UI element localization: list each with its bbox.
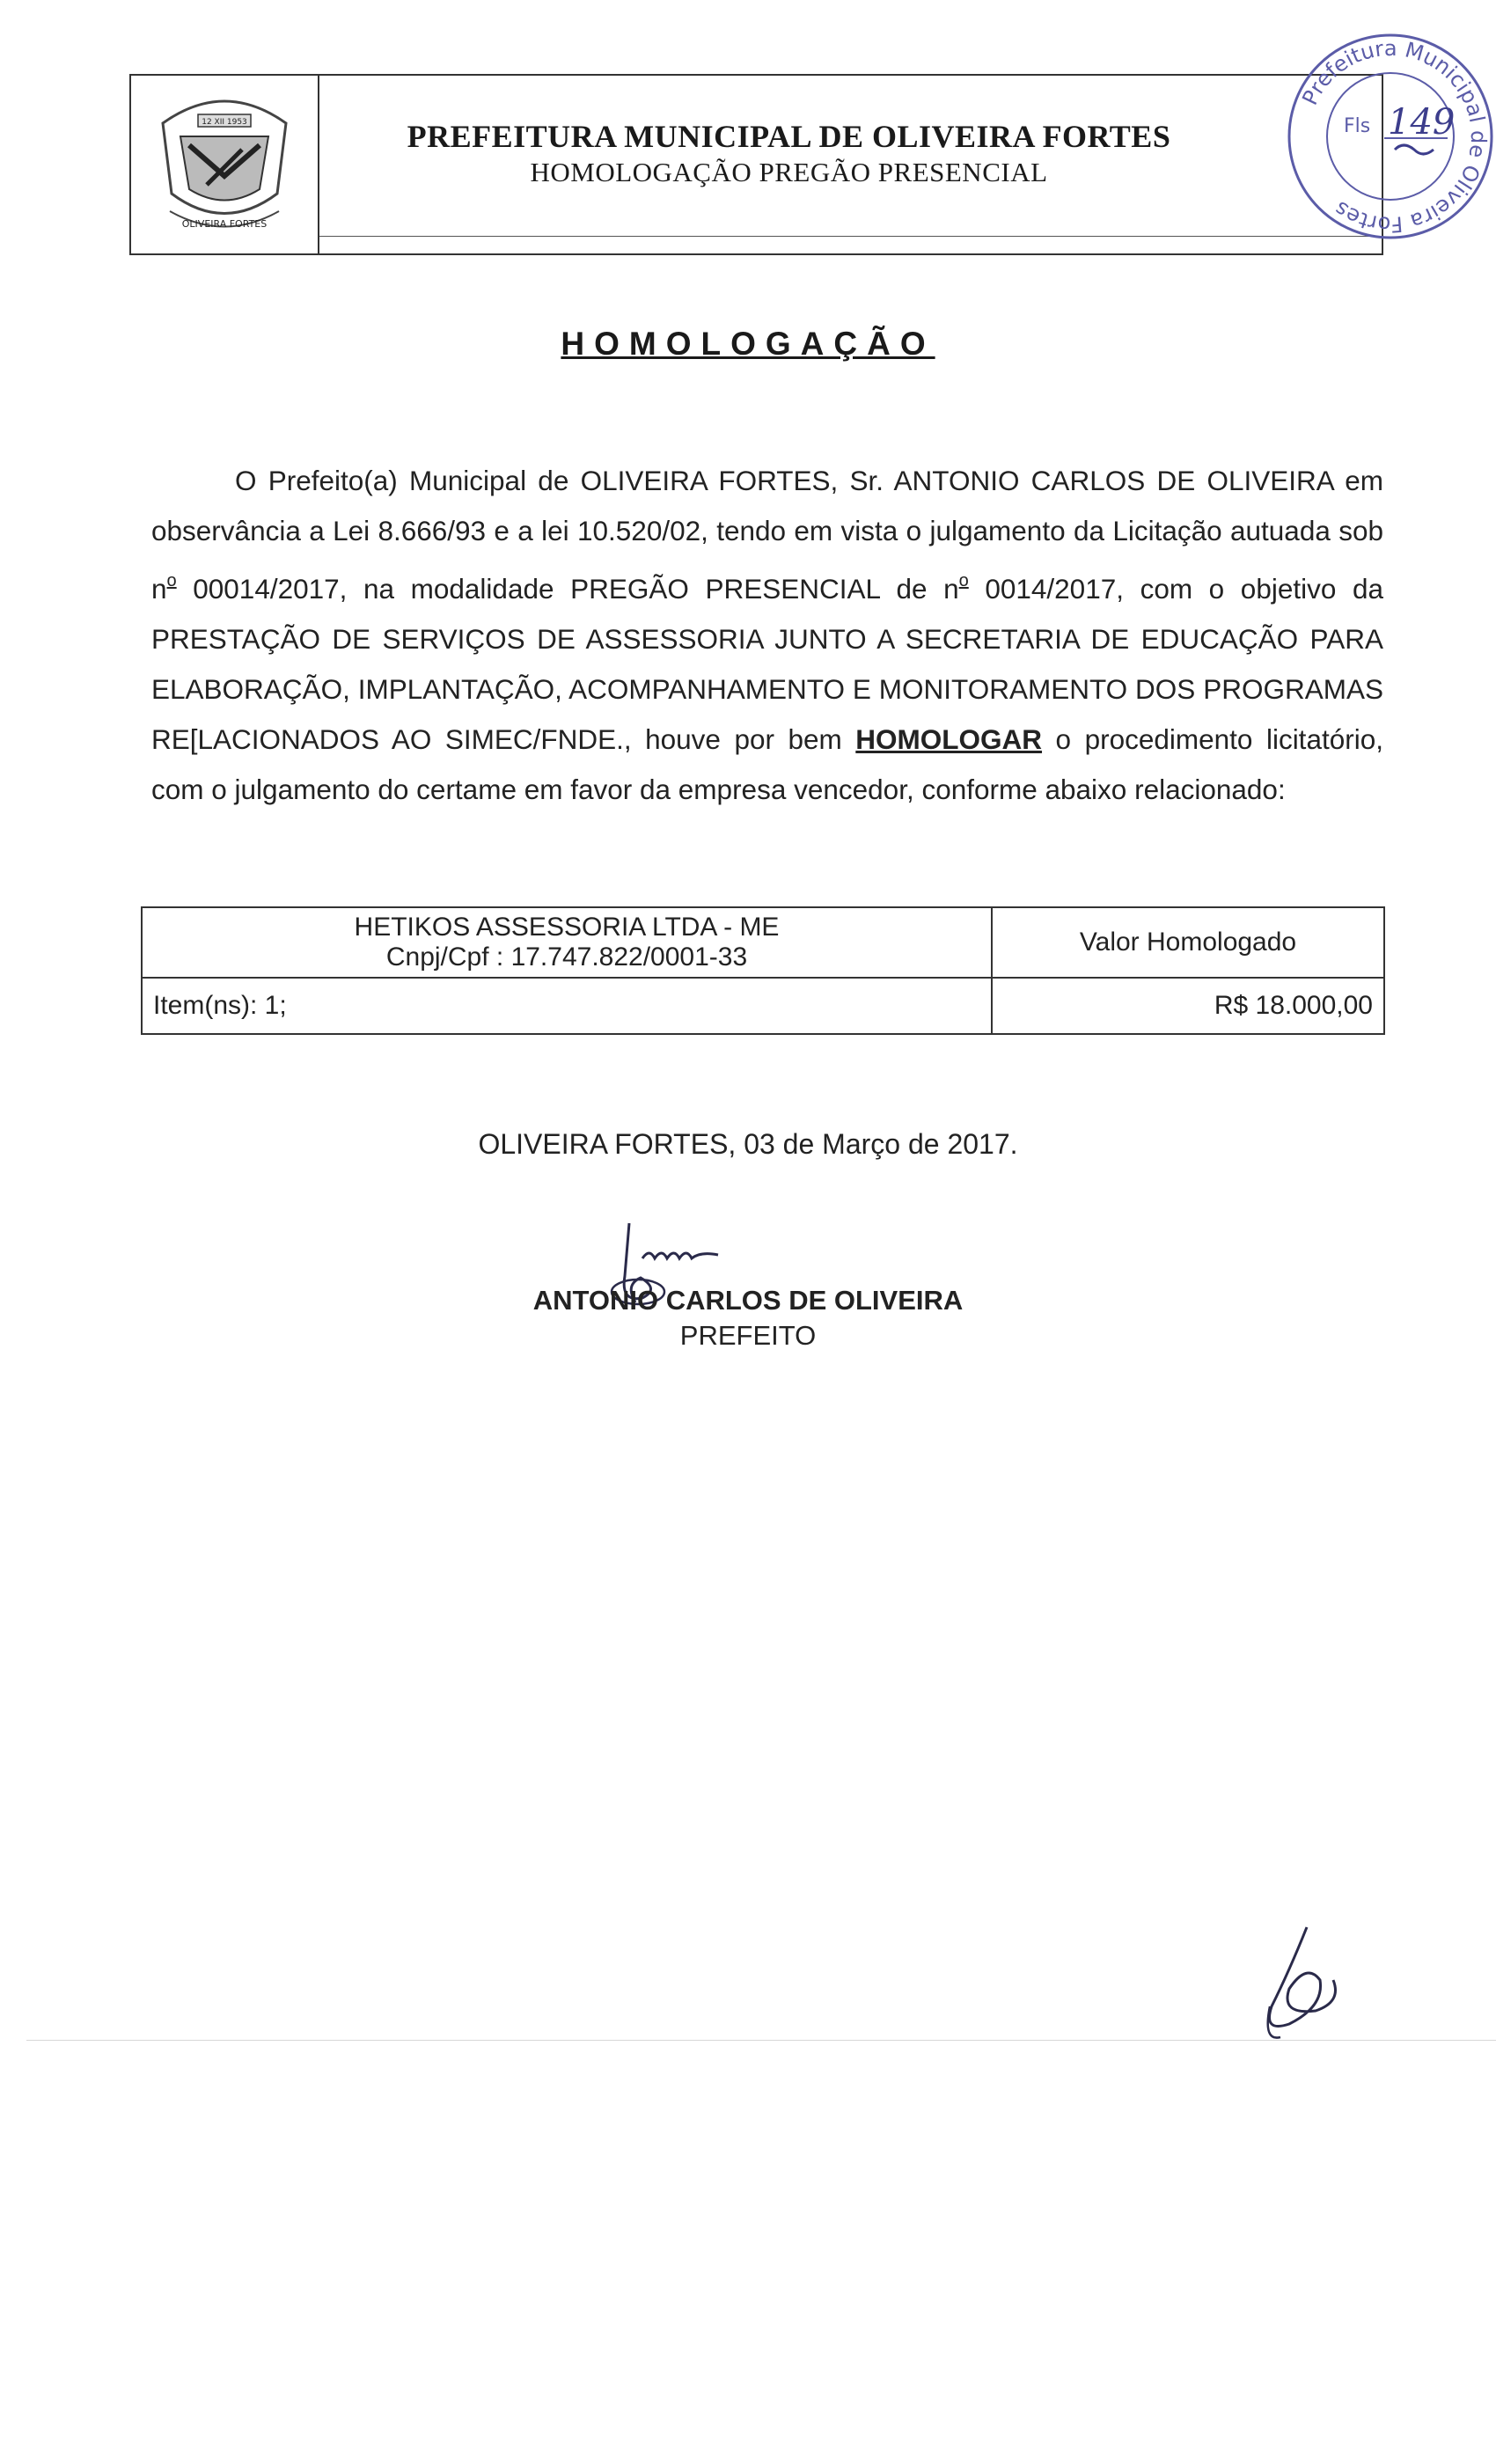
company-cell [142, 907, 992, 978]
table-row [142, 978, 1384, 1034]
document-body [151, 456, 1383, 815]
signer-role: PREFEITO [679, 1320, 817, 1351]
crest-bottom-text: OLIVEIRA FORTES [181, 218, 268, 230]
header-title: PREFEITURA MUNICIPAL DE OLIVEIRA FORTES [407, 119, 1171, 154]
homologar-emphasis: HOMOLOGAR [855, 723, 1043, 755]
ordinal-sup-1: o [166, 571, 177, 590]
municipal-crest-icon [145, 88, 304, 238]
header-underline [319, 236, 1382, 237]
stamp-ring-text: Prefeitura Municipal de Oliveira Fortes [1297, 35, 1492, 238]
value-header: Valor Homologado [992, 907, 1384, 978]
company-cnpj: Cnpj/Cpf : 17.747.822/0001-33 [385, 942, 748, 972]
document-title: HOMOLOGAÇÃO [561, 326, 935, 362]
crest-top-text: 12 XII 1953 [202, 118, 247, 127]
initials-icon [1254, 1918, 1360, 2050]
body-text-3: 0014/2017, com o objetivo da PRESTAÇÃO DE SERVIÇOS DE ASSESSORIA JUNTO A SECRETARIA DE EDUCAÇÃO PARA ELABORAÇÃO, IMPLANTAÇÃO, ACOMPANHAMENTO E MONITORAMENTO DOS PROGRAMAS RE[LACIONADOS AO SIMEC/FNDE., houve por bem [151, 573, 1383, 755]
body-text-2: 00014/2017, na modalidade PREGÃO PRESENCIAL de n [176, 573, 959, 605]
company-name: HETIKOS ASSESSORIA LTDA - ME [354, 913, 780, 942]
ordinal-sup-2: o [958, 571, 969, 590]
stamp-fls-number: 149 [1388, 102, 1456, 143]
stamp-fls-label: Fls [1344, 115, 1371, 137]
date-line: OLIVEIRA FORTES, 03 de Março de 2017. [478, 1128, 1018, 1160]
letterhead [129, 74, 1383, 255]
scan-edge-line [26, 2040, 1496, 2041]
header-subtitle: HOMOLOGAÇÃO PREGÃO PRESENCIAL [530, 157, 1048, 187]
body-text-1: O Prefeito(a) Municipal de OLIVEIRA FORTES, Sr. ANTONIO CARLOS DE OLIVEIRA em observância a Lei 8.666/93 e a lei 10.520/02, tendo em vista o julgamento da Licitação autuada sob n [151, 465, 1383, 605]
table-row [142, 907, 1384, 978]
page-number-stamp [1280, 26, 1496, 246]
body-paragraph [151, 456, 1383, 815]
value-cell: R$ 18.000,00 [992, 978, 1384, 1034]
signature-icon [537, 1214, 818, 1338]
items-cell: Item(ns): 1; [142, 978, 992, 1034]
result-table [141, 906, 1385, 1035]
signer-name: ANTONIO CARLOS DE OLIVEIRA [532, 1285, 964, 1316]
body-text-4: o procedimento licitatório, com o julgamento do certame em favor da empresa vencedor, conforme abaixo relacionado: [151, 723, 1383, 805]
header-titles [319, 118, 1258, 188]
